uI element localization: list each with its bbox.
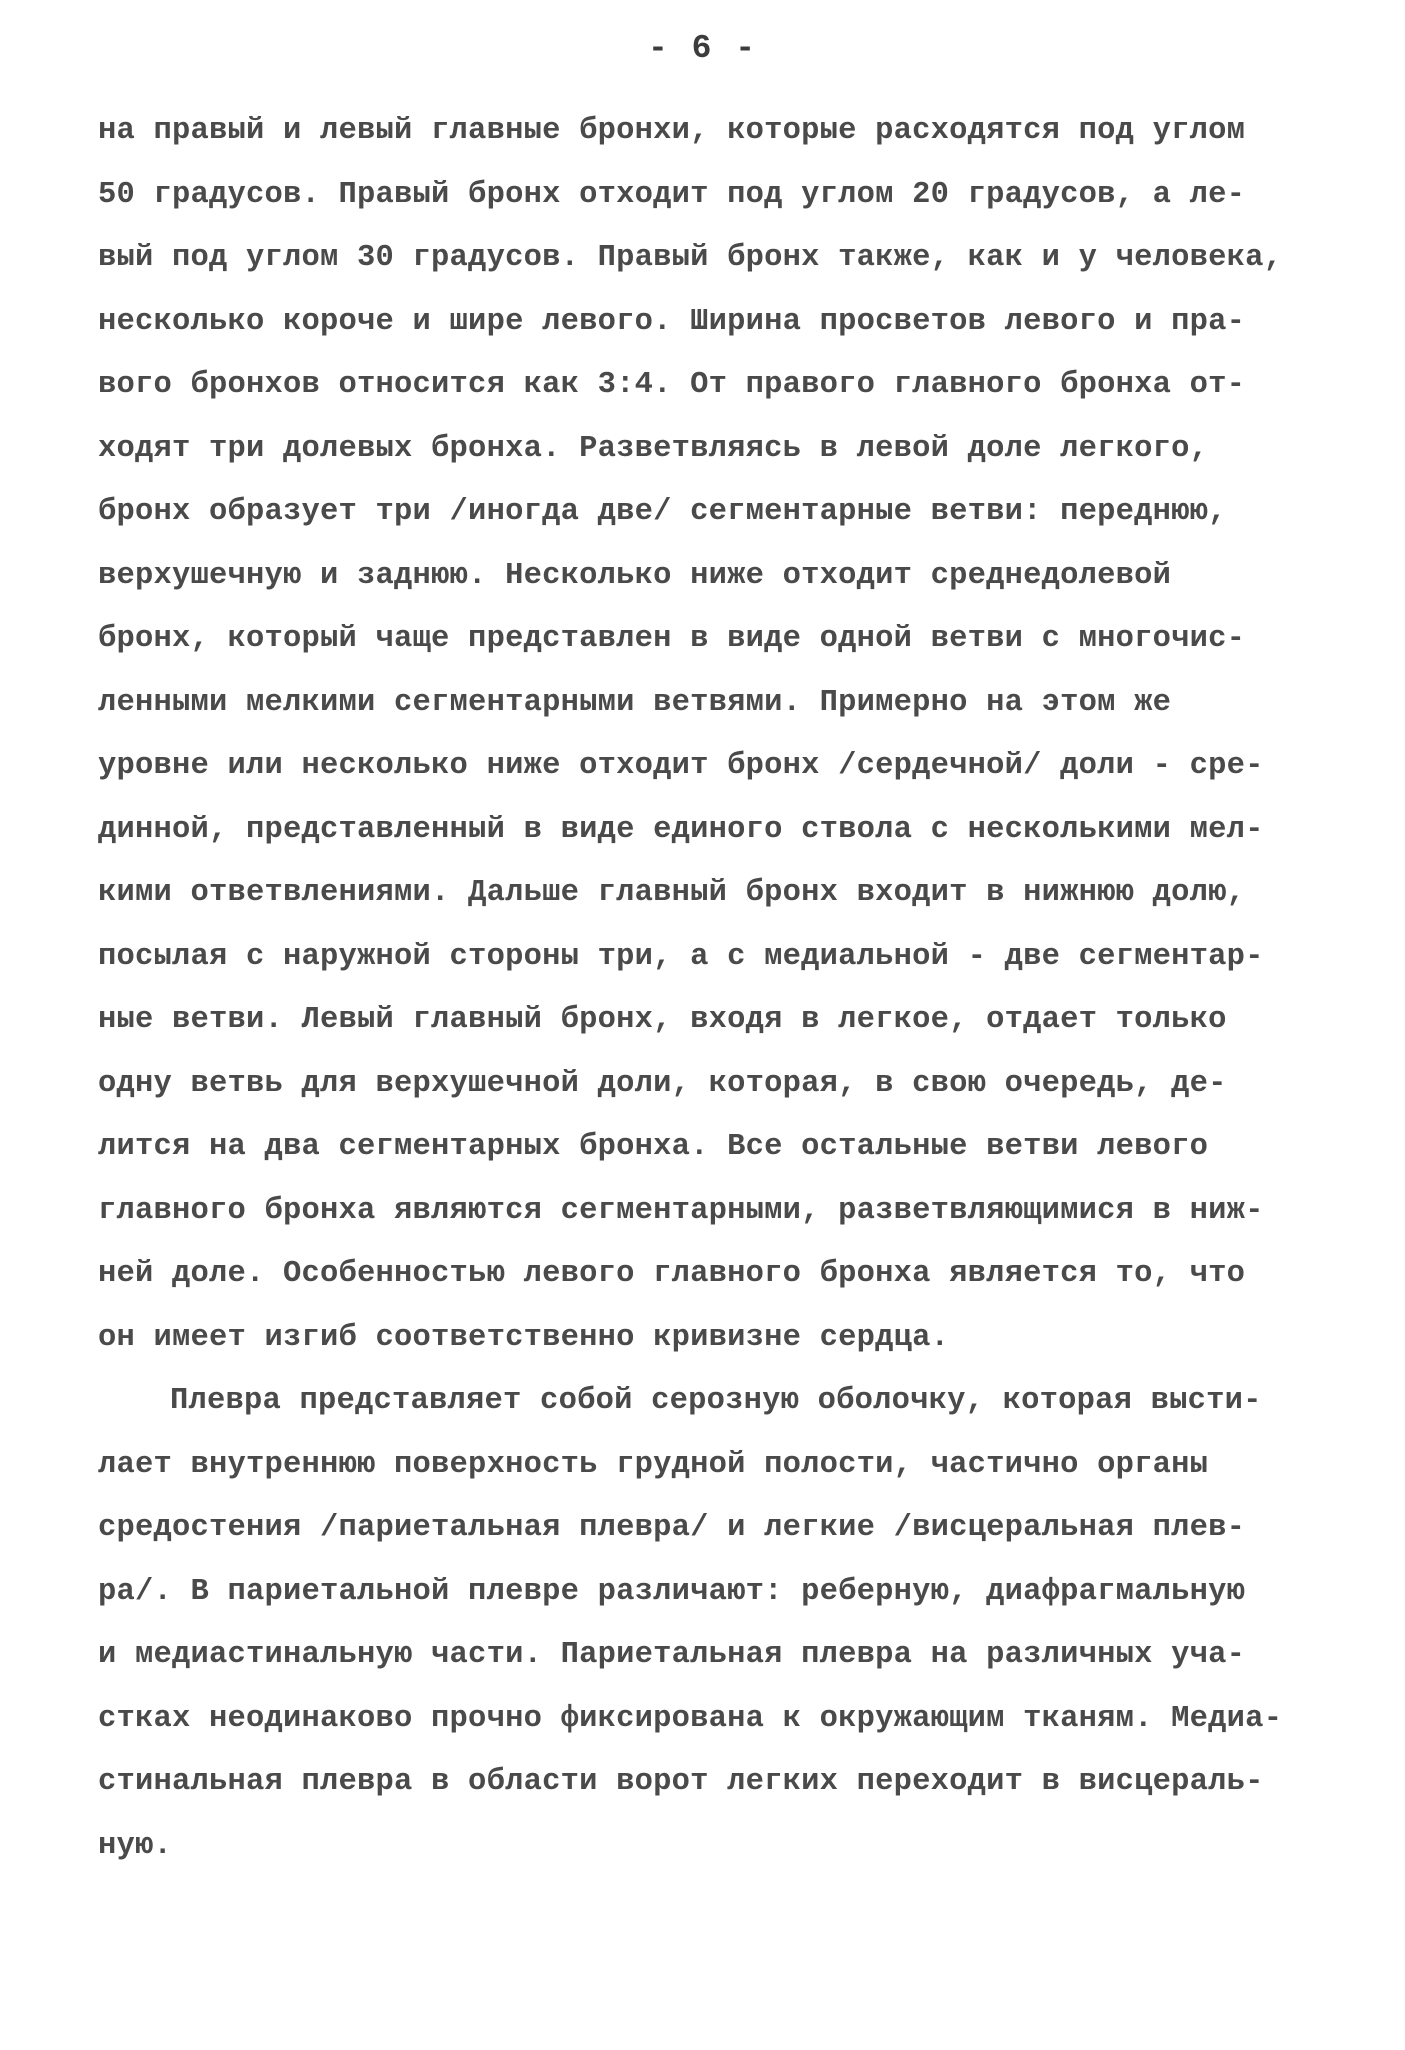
text-line: ленными мелкими сегментарными ветвями. Примерно на этом же xyxy=(98,685,1172,720)
text-line: стках неодинаково прочно фиксирована к окружающим тканям. Медиа- xyxy=(98,1701,1283,1736)
document-body xyxy=(98,100,1358,1878)
text-line: средостения /париетальная плевра/ и легкие /висцеральная плев- xyxy=(98,1511,1246,1545)
text-line: 50 градусов. Правый бронх отходит под углом 20 градусов, а ле- xyxy=(98,177,1246,212)
text-line: бронх образует три /иногда две/ сегментарные ветви: переднюю, xyxy=(98,495,1227,529)
text-line: ходят три долевых бронха. Разветвляясь в левой доле легкого, xyxy=(98,431,1209,466)
text-line: Плевра представляет собой серозную оболочку, которая высти- xyxy=(170,1384,1262,1418)
text-line: и медиастинальную части. Париетальная плевра на различных уча- xyxy=(98,1638,1246,1672)
text-line: посылая с наружной стороны три, а с медиальной - две сегментар- xyxy=(98,939,1264,974)
text-line: он имеет изгиб соответственно кривизне сердца. xyxy=(98,1320,950,1355)
text-line: лится на два сегментарных бронха. Все остальные ветви левого xyxy=(98,1130,1209,1164)
text-line: бронх, который чаще представлен в виде одной ветви с многочис- xyxy=(98,622,1246,656)
text-line: ную. xyxy=(98,1828,173,1863)
text-line: динной, представленный в виде единого ствола с несколькими мел- xyxy=(98,812,1264,847)
text-line: одну ветвь для верхушечной доли, которая, в свою очередь, де- xyxy=(98,1066,1227,1101)
text-line: ней доле. Особенностью левого главного бронха является то, что xyxy=(98,1257,1246,1291)
text-line: вого бронхов относится как 3:4. От правого главного бронха от- xyxy=(98,368,1246,402)
page-number: - 6 - xyxy=(647,30,758,67)
text-line: стинальная плевра в области ворот легких переходит в висцераль- xyxy=(98,1765,1264,1799)
paragraph-1 xyxy=(98,100,1358,1370)
text-line: вый под углом 30 градусов. Правый бронх также, как и у человека, xyxy=(98,241,1283,275)
text-line: ра/. В париетальной плевре различают: реберную, диафрагмальную xyxy=(98,1574,1246,1609)
paragraph-2 xyxy=(98,1370,1358,1878)
text-line: несколько короче и шире левого. Ширина просветов левого и пра- xyxy=(98,304,1246,339)
text-line: главного бронха являются сегментарными, разветвляющимися в ниж- xyxy=(98,1193,1264,1228)
text-line: ные ветви. Левый главный бронх, входя в легкое, отдает только xyxy=(98,1003,1227,1037)
text-line: верхушечную и заднюю. Несколько ниже отходит среднедолевой xyxy=(98,558,1172,593)
text-line: на правый и левый главные бронхи, которые расходятся под углом xyxy=(98,114,1246,148)
text-line: уровне или несколько ниже отходит бронх /сердечной/ доли - сре- xyxy=(98,749,1264,783)
text-line: кими ответвлениями. Дальше главный бронх входит в нижнюю долю, xyxy=(98,876,1246,910)
text-line: лает внутреннюю поверхность грудной полости, частично органы xyxy=(98,1447,1209,1482)
